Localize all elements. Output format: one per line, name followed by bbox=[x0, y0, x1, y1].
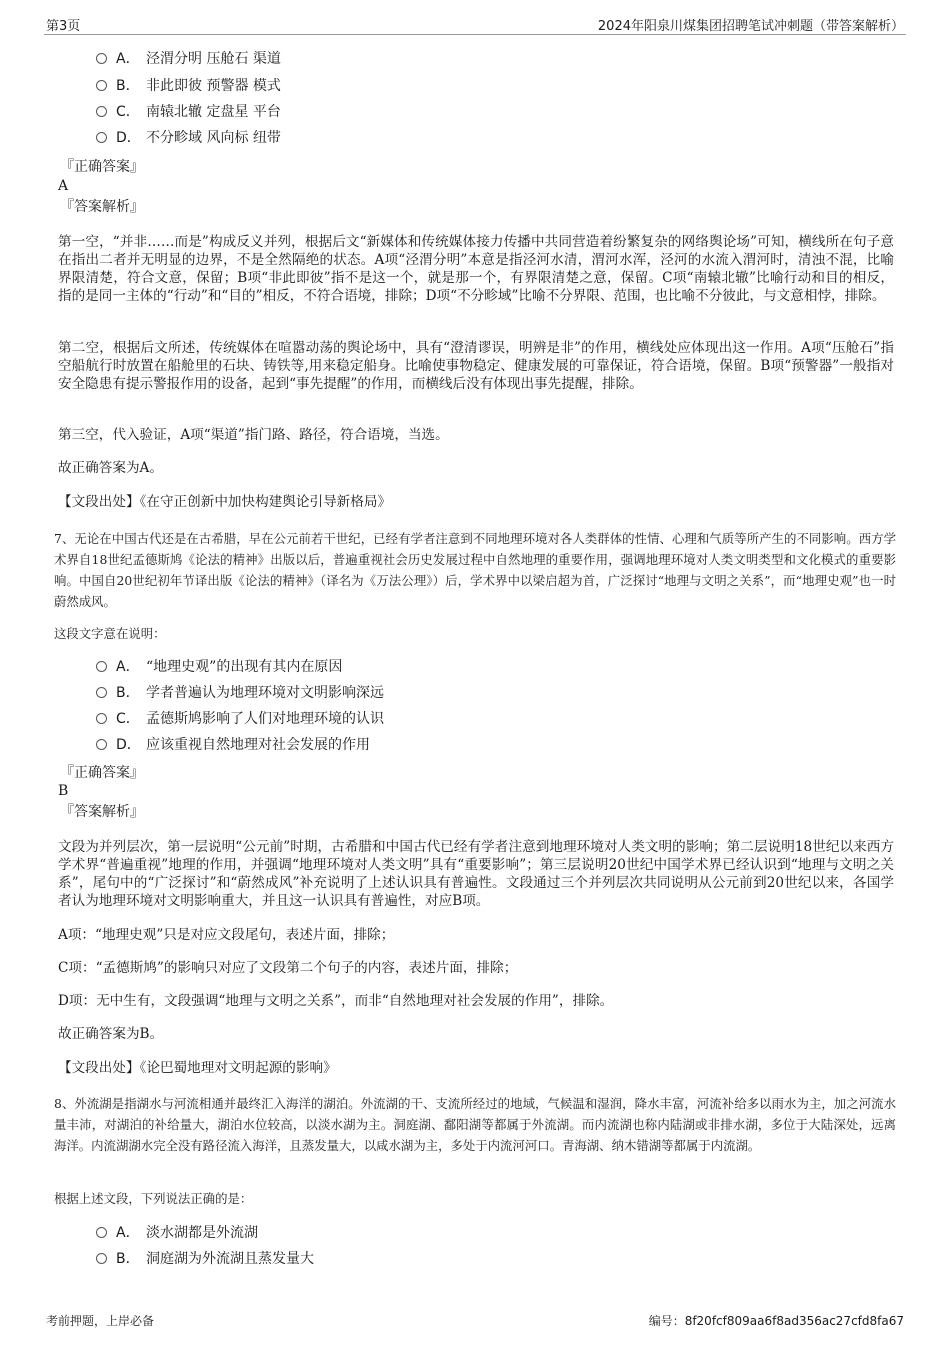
q8-option-b[interactable]: B． 洞庭湖为外流湖且蒸发量大 bbox=[96, 1249, 314, 1269]
radio-icon[interactable] bbox=[96, 1227, 107, 1238]
q7-option-d[interactable]: D． 应该重视自然地理对社会发展的作用 bbox=[96, 735, 370, 755]
q7-source: 【文段出处】《论巴蜀地理对文明起源的影响》 bbox=[58, 1060, 337, 1076]
q6-option-a[interactable]: A． 泾渭分明 压舱石 渠道 bbox=[96, 49, 281, 69]
q7-analysis-paragraph: C项：“孟德斯鸠”的影响只对应了文段第二个句子的内容，表述片面，排除； bbox=[58, 960, 518, 976]
q7-stem: 7、无论在中国古代还是在古希腊，早在公元前若干世纪，已经有学者注意到不同地理环境对各人类群体的性情、心理和气质等所产生的不同影响。西方学术界自18世纪孟德斯鸠《论法的精神》出版以后，普遍重视社会历史发展过程中自然地理的重要作用，强调地理环境对人类文明类型和文化模式的重要影响。中国自20世纪初年节译出版《论法的精神》（译名为《万法公理》）后，学术界中以梁启超为首，广泛探讨“地理与文明之关系”，而“地理史观”也一时蔚然成风。 bbox=[54, 531, 896, 609]
q7-analysis-paragraph: A项：“地理史观”只是对应文段尾句，表述片面，排除； bbox=[58, 927, 395, 943]
q7-analysis-paragraph: D项：无中生有，文段强调“地理与文明之关系”，而非“自然地理对社会发展的作用”，排除。 bbox=[58, 993, 614, 1009]
q6-analysis-label: 『答案解析』 bbox=[60, 199, 144, 215]
q6-option-d[interactable]: D． 不分畛域 风向标 纽带 bbox=[96, 128, 281, 148]
q6-analysis-paragraph: 第二空，根据后文所述，传统媒体在喧嚣动荡的舆论场中，具有“澄清谬误，明辨是非”的作用，横线处应体现出这一作用。A项“压舱石”指空船航行时放置在船舱里的石块、铸铁等,用来稳定船身。比喻使事物稳定、健康发展的可靠保证，符合语境，保留。B项“预警器”一般指对安全隐患有提示警报作用的设备，起到“事先提醒”的作用，而横线后没有体现出事先提醒，排除。 bbox=[58, 340, 894, 392]
radio-icon[interactable] bbox=[96, 713, 107, 724]
q7-option-b[interactable]: B． 学者普遍认为地理环境对文明影响深远 bbox=[96, 683, 384, 703]
q6-source: 【文段出处】《在守正创新中加快构建舆论引导新格局》 bbox=[58, 494, 392, 510]
page-header bbox=[44, 12, 906, 35]
page-footer bbox=[44, 1312, 906, 1332]
q6-answer-label: 『正确答案』 bbox=[60, 159, 144, 175]
page-number: 第3页 bbox=[46, 19, 81, 34]
q7-conclusion: 故正确答案为B。 bbox=[58, 1026, 164, 1042]
radio-icon[interactable] bbox=[96, 53, 107, 64]
q6-option-b[interactable]: B． 非此即彼 预警器 模式 bbox=[96, 76, 281, 96]
q7-option-a[interactable]: A． “地理史观”的出现有其内在原因 bbox=[96, 657, 342, 677]
footer-slogan: 考前押题，上岸必备 bbox=[46, 1314, 155, 1328]
q6-option-c[interactable]: C． 南辕北辙 定盘星 平台 bbox=[96, 102, 281, 122]
radio-icon[interactable] bbox=[96, 106, 107, 117]
q7-answer: B bbox=[58, 783, 69, 799]
document-id: 编号：8f20fcf809aa6f8ad356ac27cfd8fa67 bbox=[648, 1314, 904, 1328]
q6-analysis-paragraph: 第三空，代入验证，A项“渠道”指门路、路径，符合语境，当选。 bbox=[58, 427, 449, 443]
q6-conclusion: 故正确答案为A。 bbox=[58, 460, 163, 476]
q7-answer-label: 『正确答案』 bbox=[60, 765, 144, 781]
q6-answer: A bbox=[58, 178, 69, 194]
radio-icon[interactable] bbox=[96, 80, 107, 91]
q8-stem: 8、外流湖是指湖水与河流相通并最终汇入海洋的湖泊。外流湖的干、支流所经过的地域，气候温和湿润，降水丰富，河流补给多以雨水为主，加之河流水量丰沛，对湖泊的补给量大，湖泊水位较高，以淡水湖为主。洞庭湖、鄱阳湖等都属于外流湖。而内流湖也称内陆湖或非排水湖，多位于大陆深处，远离海洋。内流湖湖水完全没有路径流入海洋，且蒸发量大，以咸水湖为主，多处于内流河河口。青海湖、纳木错湖等都属于内流湖。 bbox=[54, 1096, 896, 1153]
q7-analysis-label: 『答案解析』 bbox=[60, 804, 144, 820]
q8-prompt: 根据上述文段，下列说法正确的是： bbox=[54, 1191, 253, 1206]
radio-icon[interactable] bbox=[96, 1253, 107, 1264]
document-title: 2024年阳泉川煤集团招聘笔试冲刺题（带答案解析） bbox=[597, 19, 904, 34]
q6-analysis-paragraph: 第一空，“并非……而是”构成反义并列，根据后文“新媒体和传统媒体接力传播中共同营造着纷繁复杂的网络舆论场”可知，横线所在句子意在指出二者并无明显的边界，不是全然隔绝的状态。A项“泾渭分明”本意是指泾河水清，渭河水浑，泾河的水流入渭河时，清浊不混，比喻界限清楚，符合文意，保留；B项“非此即彼”指不是这一个，就是那一个，有界限清楚之意，保留。C项“南辕北辙”比喻行动和目的相反，指的是同一主体的“行动”和“目的”相反，不符合语境，排除；D项“不分畛域”比喻不分界限、范围，也比喻不分彼此，与文意相悖，排除。 bbox=[58, 234, 894, 304]
q7-option-c[interactable]: C． 孟德斯鸠影响了人们对地理环境的认识 bbox=[96, 709, 384, 729]
q8-option-a[interactable]: A． 淡水湖都是外流湖 bbox=[96, 1223, 258, 1243]
radio-icon[interactable] bbox=[96, 739, 107, 750]
radio-icon[interactable] bbox=[96, 661, 107, 672]
q7-analysis-paragraph: 文段为并列层次，第一层说明“公元前”时期，古希腊和中国古代已经有学者注意到地理环境对人类文明的影响；第二层说明18世纪以来西方学术界“普遍重视”地理的作用，并强调“地理环境对人类文明”具有“重要影响”；第三层说明20世纪中国学术界已经认识到“地理与文明之关系”，尾句中的“广泛探讨”和“蔚然成风”补充说明了上述认识具有普遍性。文段通过三个并列层次共同说明从公元前到20世纪以来，各国学者认为地理环境对文明影响重大，并且这一认识具有普遍性，对应B项。 bbox=[58, 839, 894, 909]
radio-icon[interactable] bbox=[96, 132, 107, 143]
q7-prompt: 这段文字意在说明： bbox=[54, 626, 166, 641]
radio-icon[interactable] bbox=[96, 687, 107, 698]
